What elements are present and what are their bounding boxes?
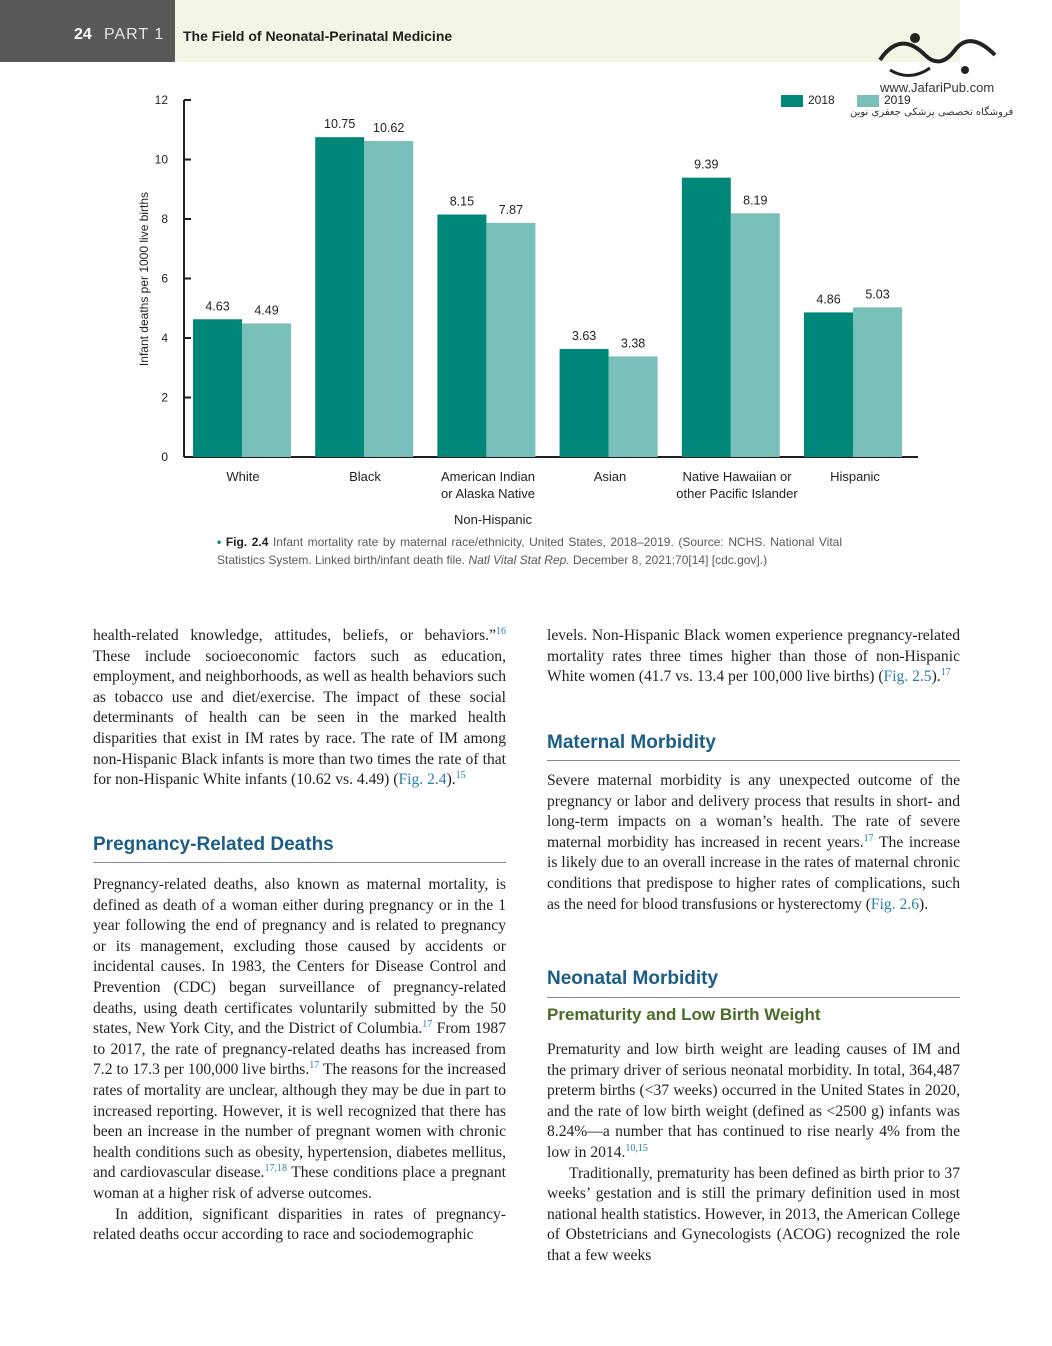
- data-label: 5.03: [865, 287, 890, 302]
- paragraph: Pregnancy-related deaths, also known as maternal mortality, is defined as death of a woman either during pregnancy or in the 1 year following the end of pregnancy and is related to pregnancy or its management, excluding those caused by accidents or incidental causes. In 1983, the Centers for Disease Control and Prevention (CDC) began surveillance of pregnancy-related deaths, using death certificates voluntarily submitted by the 50 states, New York City, and the District of Columbia.$^{17}$ From 1987 to 2017, the rate of pregnancy-related deaths has increased from 7.2 to 17.3 per 100,000 live births.$^{17}$ The reasons for the increased rates of mortality are unclear, although they may be due in part to increased reporting. However, it is well recognized that there has been an increase in the number of pregnant women with chronic health conditions such as obesity, hypertension, diabetes mellitus, and cardiovascular disease.$^{17,18}$ These conditions place a pregnant woman at a higher risk of adverse outcomes.: [93, 876, 507, 1202]
- bar-2019-0: [242, 323, 291, 457]
- y-tick-label: 10: [154, 152, 168, 167]
- section-heading-pregnancy-deaths: Pregnancy-Related Deaths: [93, 834, 334, 855]
- bar-2019-3: [609, 356, 658, 457]
- legend-label-2019: 2019: [884, 93, 911, 107]
- y-tick-label: 6: [161, 271, 168, 286]
- paragraph: Severe maternal morbidity is any unexpected outcome of the pregnancy or labor and delivery process that results in short- and long-term impacts on a woman’s health. The rate of severe maternal morbidity has increased in recent years.$^{17}$ The increase is likely due to an overall increase in the rates of maternal chronic conditions that predispose to higher rates of complications, such as the need for blood transfusions or hysterectomy (Fig. 2.6).: [547, 772, 960, 913]
- right-column-bottom: [547, 1040, 960, 1267]
- data-label: 7.87: [498, 202, 524, 217]
- section-heading-neonatal-morbidity: Neonatal Morbidity: [547, 968, 719, 989]
- caption-text: Infant mortality rate by maternal race/ethnicity, United States, 2018–2019. (Source: NCHS. National Vital Statistics System. Linked birth/infant death file.: [217, 535, 843, 567]
- bar-2019-4: [731, 213, 780, 457]
- figure-caption: [217, 533, 842, 569]
- data-label: 4.49: [254, 303, 279, 318]
- y-axis-title: Infant deaths per 1000 live births: [137, 191, 151, 367]
- y-tick-label: 8: [161, 212, 168, 226]
- bar-2018-4: [682, 178, 731, 457]
- paragraph: Traditionally, prematurity has been defined as birth prior to 37 weeks’ gestation and is still the primary definition used in most national health statistics. However, in 2013, the American College of Obstetricians and Gynecologists (ACOG) recognized the role that a few weeks: [547, 1164, 960, 1264]
- page-number: 24: [74, 26, 92, 43]
- part-label: PART 1: [104, 26, 165, 43]
- y-tick-label: 0: [161, 450, 168, 464]
- infant-mortality-chart: [0, 0, 1052, 540]
- y-tick-label: 12: [154, 93, 168, 107]
- category-label-asian: Asian: [593, 469, 627, 484]
- caption-bullet: •: [217, 535, 222, 549]
- caption-journal: Natl Vital Stat Rep.: [468, 553, 570, 567]
- figure-link[interactable]: Fig. 2.4: [398, 771, 447, 789]
- bar-2018-0: [193, 319, 242, 457]
- left-column-bottom: [93, 875, 506, 1246]
- paragraph: Prematurity and low birth weight are leading causes of IM and the primary driver of serious neonatal morbidity. In total, 364,487 preterm births (<37 weeks) occurred in the United States in 2020, and the rate of low birth weight (defined as <2500 g) infants was 8.24%—a number that has continued to rise nearly 4% from the low in 2014.$^{10,15}$: [547, 1041, 960, 1161]
- category-label-american-indian: American Indian or Alaska Native: [441, 469, 535, 501]
- right-column-middle: [547, 771, 960, 915]
- heading-rule: [93, 862, 506, 863]
- category-label-hispanic: Hispanic: [830, 469, 880, 484]
- paragraph: In addition, significant disparities in rates of pregnancy-related deaths occur according to race and sociodemographic: [93, 1205, 506, 1244]
- watermark-persian: فروشگاه تخصصی پزشکی جعفری نوین: [850, 107, 1014, 118]
- paragraph: health-related knowledge, attitudes, beliefs, or behaviors.”$^{16}$ These include socioeconomic factors such as education, employment, and neighborhoods, as well as health behaviors such as tobacco use and diet/exercise. The impact of these social determinants of health can be seen in the marked health disparities that exist in IM rates by race. The rate of IM among non-Hispanic Black infants is more than two times the rate of that for non-Hispanic White infants (10.62 vs. 4.49) (Fig. 2.4).$^{15}$: [93, 625, 506, 789]
- y-tick-label: 2: [161, 390, 168, 405]
- bar-2018-3: [560, 349, 609, 457]
- data-label: 3.38: [620, 336, 646, 351]
- section-heading-maternal-morbidity: Maternal Morbidity: [547, 732, 716, 753]
- data-label: 4.86: [816, 292, 841, 307]
- data-label: 8.19: [743, 193, 768, 208]
- legend-label-2018: 2018: [808, 93, 835, 107]
- data-label: 4.63: [205, 299, 230, 314]
- group-label-non-hispanic: Non-Hispanic: [453, 512, 533, 527]
- category-label-white: White: [226, 469, 260, 484]
- subheading-prematurity: Prematurity and Low Birth Weight: [547, 1005, 821, 1024]
- bar-2018-2: [437, 215, 486, 457]
- heading-rule: [547, 997, 960, 998]
- legend-swatch-2018: [781, 95, 803, 107]
- left-column-top: [93, 626, 506, 791]
- legend-swatch-2019: [857, 95, 879, 107]
- data-label: 10.62: [373, 121, 405, 136]
- y-tick-label: 4: [161, 331, 168, 345]
- data-label: 8.15: [449, 194, 475, 209]
- data-label: 9.39: [694, 157, 719, 172]
- bar-2018-5: [804, 312, 853, 457]
- caption-figure-number: Fig. 2.4: [225, 535, 269, 549]
- caption-text-end: December 8, 2021;70[14] [cdc.gov].): [569, 553, 768, 567]
- bar-2019-2: [486, 223, 535, 457]
- category-label-native-hawaiian: Native Hawaiian or other Pacific Islander: [676, 469, 798, 501]
- right-column-top: [547, 626, 960, 688]
- category-label-black: Black: [349, 469, 381, 484]
- data-label: 10.75: [324, 117, 356, 132]
- watermark-url: www.JafariPub.com: [880, 80, 995, 95]
- bar-2019-5: [853, 307, 902, 457]
- running-title: The Field of Neonatal-Perinatal Medicine: [183, 28, 453, 44]
- heading-rule: [547, 760, 960, 761]
- figure-link[interactable]: Fig. 2.5: [883, 668, 932, 686]
- paragraph: levels. Non-Hispanic Black women experience pregnancy-related mortality rates three times higher than those of non-Hispanic White women (41.7 vs. 13.4 per 100,000 live births) (Fig. 2.5).$^{17}$: [547, 627, 960, 686]
- bar-2018-1: [315, 137, 364, 457]
- bar-2019-1: [364, 141, 413, 457]
- data-label: 3.63: [571, 329, 597, 344]
- figure-link[interactable]: Fig. 2.6: [870, 895, 920, 913]
